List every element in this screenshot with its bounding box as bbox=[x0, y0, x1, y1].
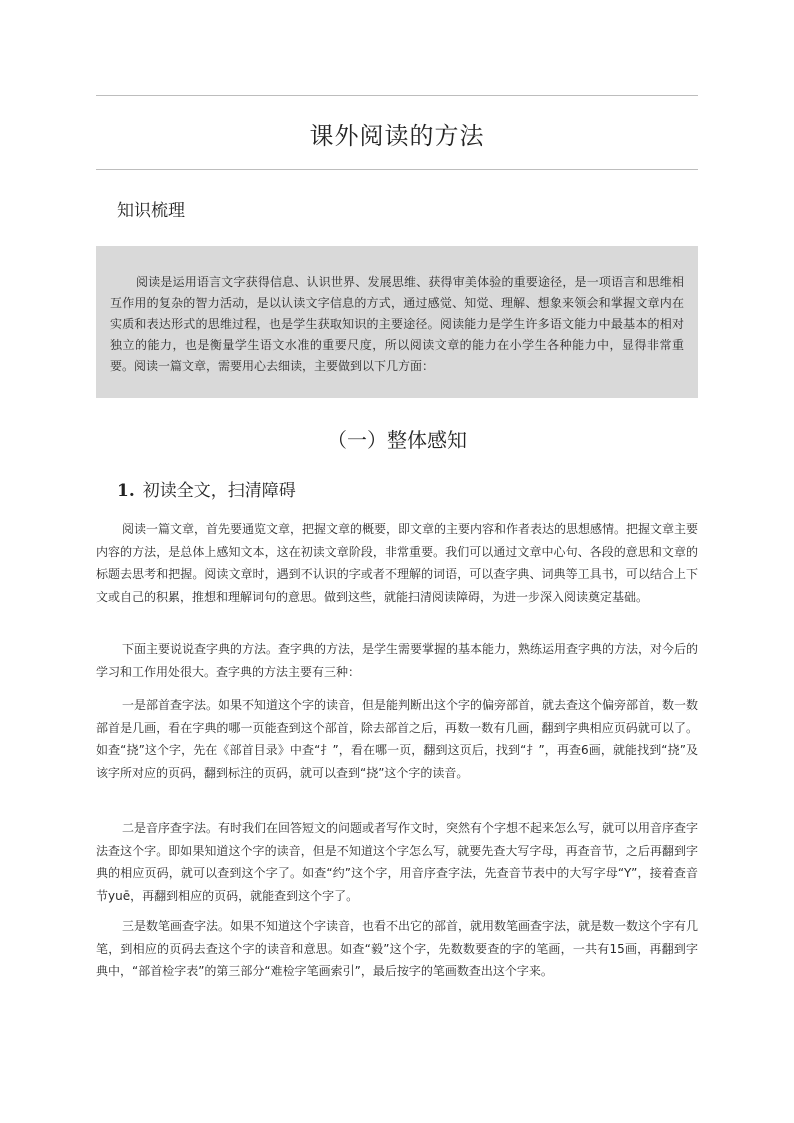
body-paragraph: 下面主要说说查字典的方法。查字典的方法，是学生需要掌握的基本能力，熟练运用查字典的方法，对今后的学习和工作用处很大。查字典的方法主要有三种： bbox=[96, 642, 699, 679]
body-paragraph: 二是音序查字法。有时我们在回答短文的问题或者写作文时，突然有个字想不起来怎么写，就可以用音序查字法查这个字。即如果知道这个字的读音，但是不知道这个字怎么写，就要先查大写字母，再查音节，之后再翻到字典的相应页码，就可以查到这个字了。如查“约”这个字，用音序查字法，先查音节表中的大写字母“Y”，接着查音节yuē，再翻到相应的页码，就能查到这个字了。 bbox=[96, 821, 699, 903]
subsection-number: 1. bbox=[117, 481, 135, 501]
top-divider bbox=[96, 95, 698, 96]
page-title: 课外阅读的方法 bbox=[309, 122, 485, 150]
subsection-title: 初读全文，扫清障碍 bbox=[142, 481, 296, 501]
intro-box bbox=[96, 246, 698, 398]
title-divider bbox=[96, 169, 698, 170]
subsection-heading bbox=[117, 476, 296, 501]
body-paragraph: 阅读一篇文章，首先要通览文章，把握文章的概要，即文章的主要内容和作者表达的思想感情。把握文章主要内容的方法，是总体上感知文本，这在初读文章阶段，非常重要。我们可以通过文章中心句、各段的意思和文章的标题去思考和把握。阅读文章时，遇到不认识的字或者不理解的词语，可以查字典、词典等工具书，可以结合上下文或自己的积累，推想和理解词句的意思。做到这些，就能扫清阅读障碍，为进一步深入阅读奠定基础。 bbox=[96, 522, 699, 604]
section-label: 知识梳理 bbox=[117, 201, 185, 221]
body-paragraph: 三是数笔画查字法。如果不知道这个字读音，也看不出它的部首，就用数笔画查字法，就是数一数这个字有几笔，到相应的页码去查这个字的读音和意思。如查“毅”这个字，先数数要查的字的笔画，一共有15画，再翻到字典中，“部首检字表”的第三部分“难检字笔画索引”，最后按字的笔画数查出这个字来。 bbox=[96, 919, 699, 978]
part-heading: （一）整体感知 bbox=[327, 428, 467, 452]
body-paragraph: 一是部首查字法。如果不知道这个字的读音，但是能判断出这个字的偏旁部首，就去查这个偏旁部首，数一数部首是几画，看在字典的哪一页能查到这个部首，除去部首之后，再数一数有几画，翻到字典相应页码就可以了。如查“挠”这个字，先在《部首目录》中查“扌”，看在哪一页，翻到这页后，找到“扌”，再查6画，就能找到“挠”及该字所对应的页码，翻到标注的页码，就可以查到“挠”这个字的读音。 bbox=[96, 698, 699, 780]
intro-paragraph: 阅读是运用语言文字获得信息、认识世界、发展思维、获得审美体验的重要途径，是一项语言和思维相互作用的复杂的智力活动，是以认读文字信息的方式，通过感觉、知觉、理解、想象来领会和掌握文章内在实质和表达形式的思维过程，也是学生获取知识的主要途径。阅读能力是学生许多语文能力中最基本的相对独立的能力，也是衡量学生语文水准的重要尺度，所以阅读文章的能力在小学生各种能力中，显得非常重要。阅读一篇文章，需要用心去细读，主要做到以下几方面： bbox=[110, 275, 684, 373]
